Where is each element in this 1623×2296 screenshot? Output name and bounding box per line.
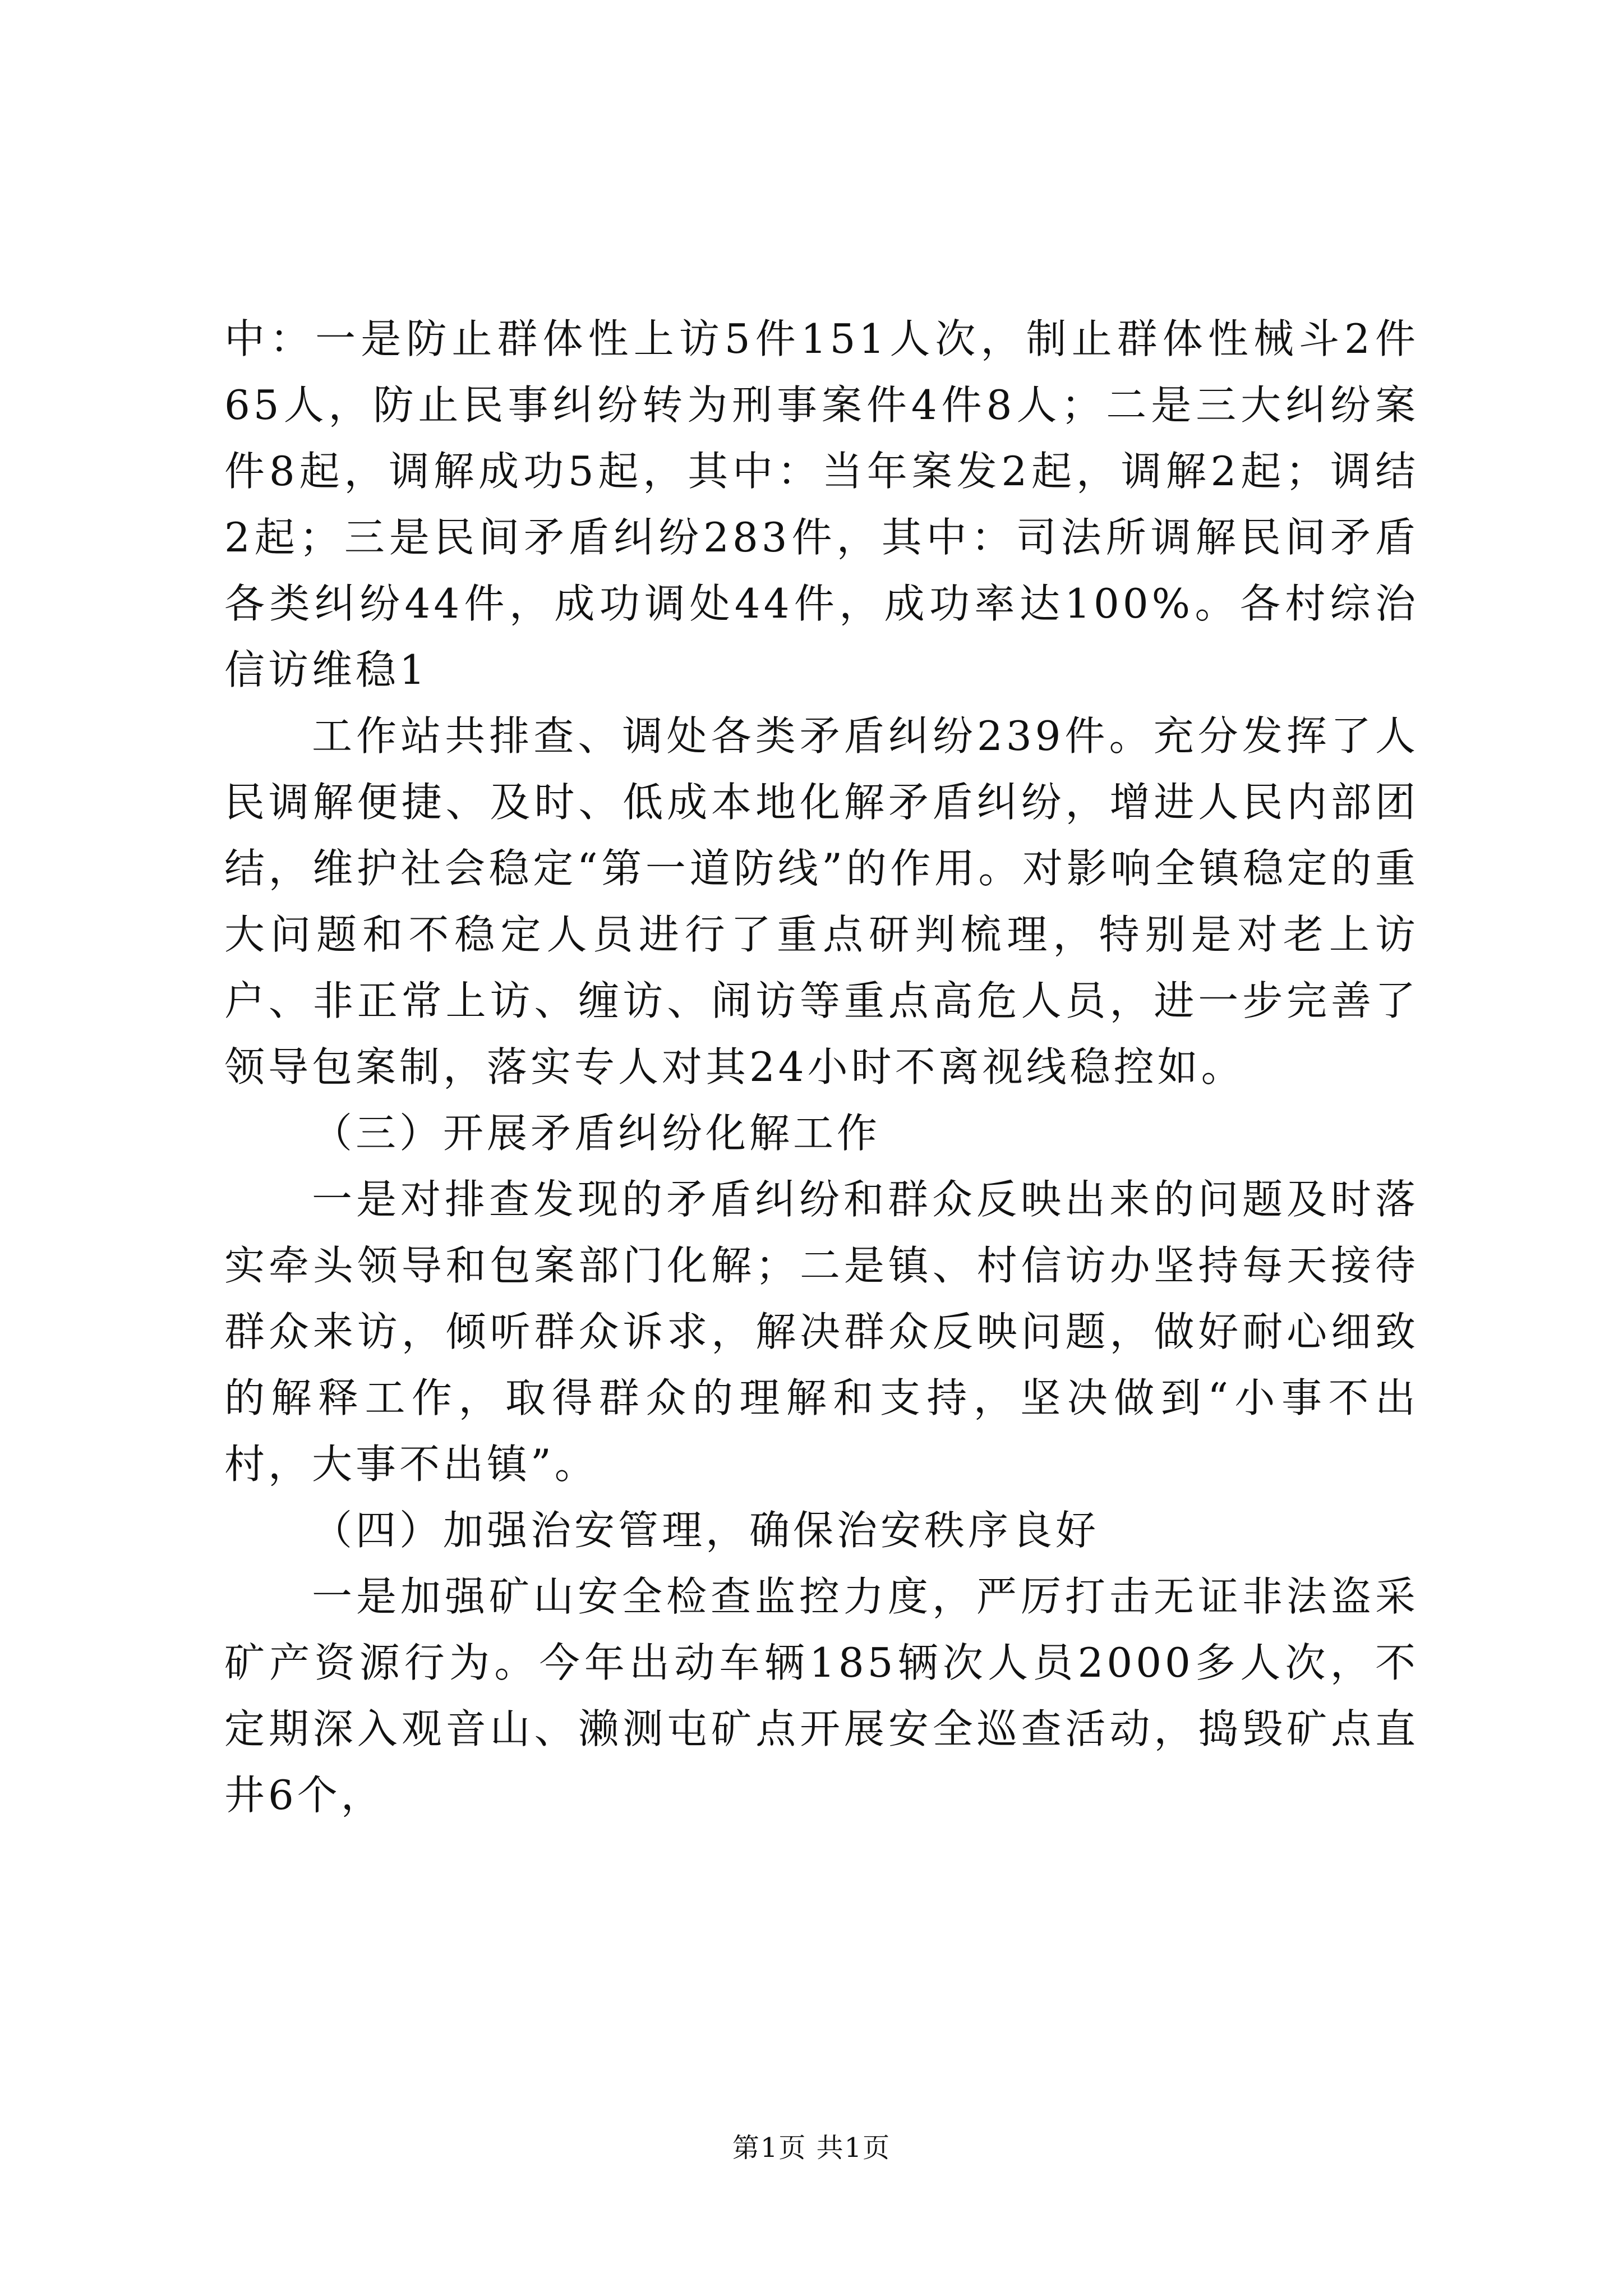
paragraph-workstation: 工作站共排查、调处各类矛盾纠纷239件。充分发挥了人民调解便捷、及时、低成本地化解矛盾纠纷，增进人民内部团结，维护社会稳定“第一道防线”的作用。对影响全镇稳定的重大问题和不稳定人员进行了重点研判梳理，特别是对老上访户、非正常上访、缠访、闹访等重点高危人员，进一步完善了领导包案制，落实专人对其24小时不离视线稳控如。	[224, 712, 1419, 1091]
section-heading-four: （四）加强治安管理，确保治安秩序良好	[312, 1507, 1100, 1554]
paragraph-mine-safety: 一是加强矿山安全检查监控力度，严厉打击无证非法盗采矿产资源行为。今年出动车辆185辆次人员2000多人次，不定期深入观音山、濑测屯矿点开展安全巡查活动，捣毁矿点直井6个，	[224, 1573, 1419, 1819]
document-body	[224, 306, 1419, 1828]
paragraph-dispute-resolution: 一是对排查发现的矛盾纠纷和群众反映出来的问题及时落实牵头领导和包案部门化解；二是镇、村信访办坚持每天接待群众来访，倾听群众诉求，解决群众反映问题，做好耐心细致的解释工作，取得群众的理解和支持，坚决做到“小事不出村，大事不出镇”。	[224, 1176, 1419, 1488]
paragraph-continuation: 中：一是防止群体性上访5件151人次，制止群体性械斗2件65人，防止民事纠纷转为刑事案件4件8人；二是三大纠纷案件8起，调解成功5起，其中：当年案发2起，调解2起；调结2起；三是民间矛盾纠纷283件，其中：司法所调解民间矛盾各类纠纷44件，成功调处44件，成功率达100%。各村综治信访维稳1	[224, 315, 1419, 693]
page-footer: 第1页 共1页	[732, 2132, 891, 2164]
section-heading-three: （三）开展矛盾纠纷化解工作	[312, 1110, 881, 1157]
